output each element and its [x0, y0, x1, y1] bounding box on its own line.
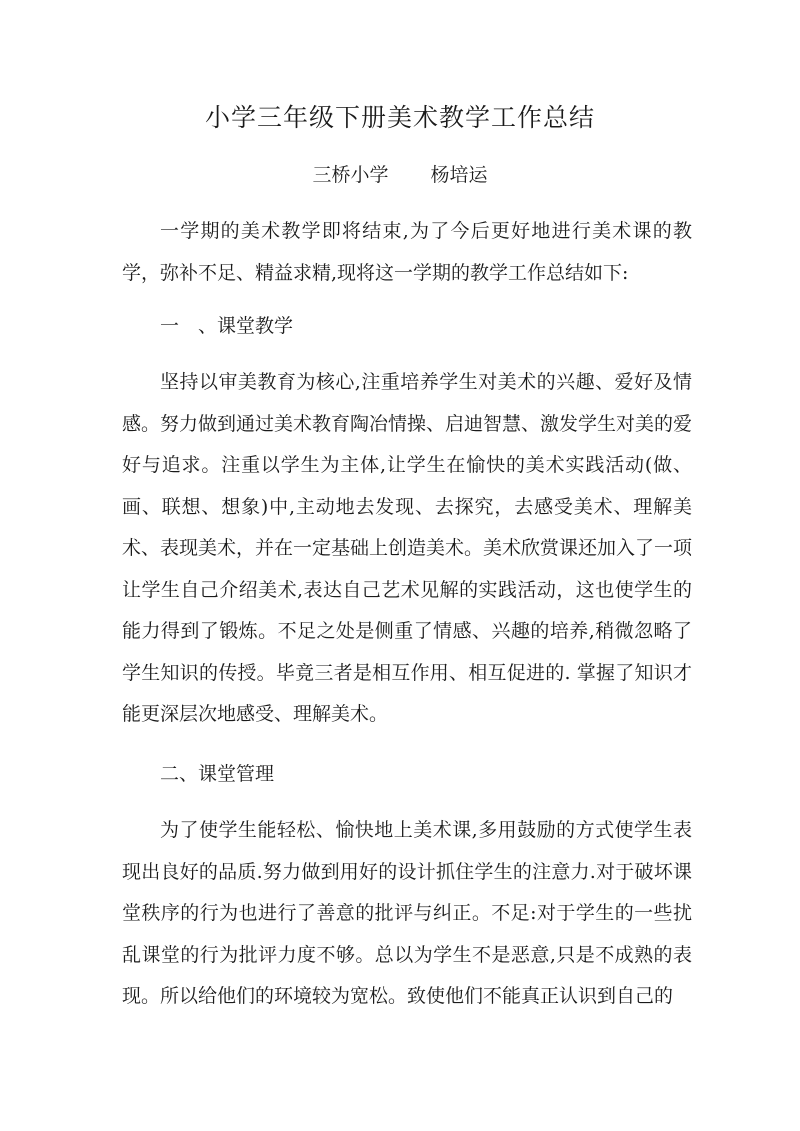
- document-title: 小学三年级下册美术教学工作总结: [204, 103, 595, 132]
- byline: [0, 160, 800, 187]
- school-name: 三桥小学: [312, 164, 389, 186]
- section-2-paragraph: 为了使学生能轻松、愉快地上美术课,多用鼓励的方式使学生表现出良好的品质.努力做到用好的设计抓住学生的注意力.对于破坏课堂秩序的行为也进行了善意的批评与纠正。不足:对于学生的一些扰乱课堂的行为批评力度不够。总以为学生不是恶意,只是不成熟的表现。所以给他们的环境较为宽松。致使他们不能真正认识到自己的: [122, 819, 692, 1007]
- section-1-heading: 一 、课堂教学: [160, 315, 294, 337]
- section-1-paragraph: 坚持以审美教育为核心,注重培养学生对美术的兴趣、爱好及情感。努力做到通过美术教育陶冶情操、启迪智慧、激发学生对美的爱好与追求。注重以学生为主体,让学生在愉快的美术实践活动(做、画、联想、想象)中,主动地去发现、去探究，去感受美术、理解美术、表现美术，并在一定基础上创造美术。美术欣赏课还加入了一项让学生自己介绍美术,表达自己艺术见解的实践活动，这也使学生的能力得到了锻炼。不足之处是侧重了情感、兴趣的培养,稍微忽略了学生知识的传授。毕竟三者是相互作用、相互促进的. 掌握了知识才能更深层次地感受、理解美术。: [122, 371, 693, 725]
- author-name: 杨培运: [430, 164, 488, 186]
- intro-paragraph: 一学期的美术教学即将结束,为了今后更好地进行美术课的教学，弥补不足、精益求精,现将这一学期的教学工作总结如下:: [122, 220, 692, 284]
- section-2-heading: 二、课堂管理: [160, 763, 275, 785]
